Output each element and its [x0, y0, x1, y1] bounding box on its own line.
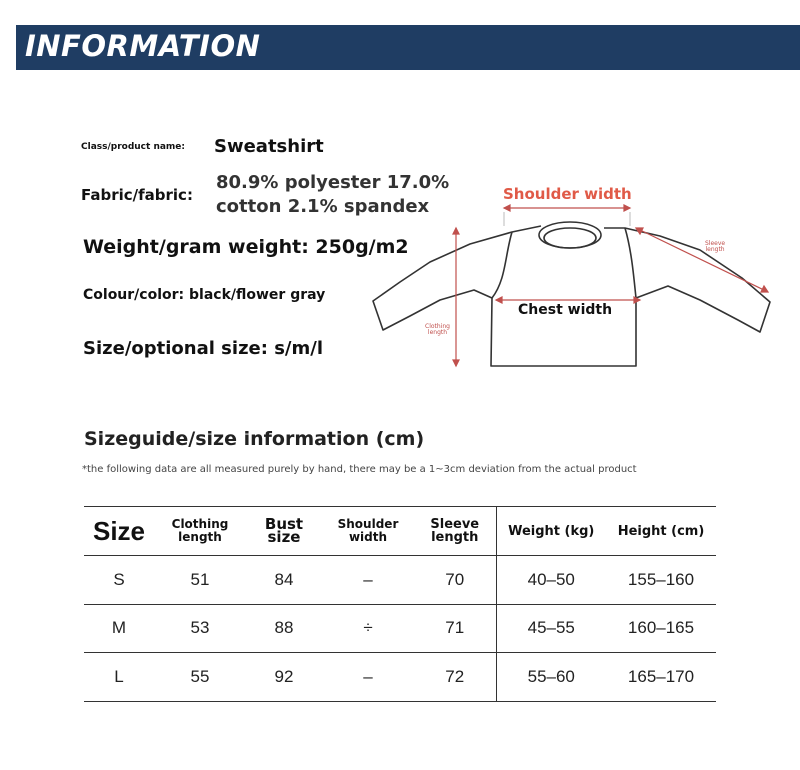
th-clothing-2: length [178, 530, 222, 544]
sleeve-length-label-2: length [705, 246, 725, 253]
fabric-value-line1: 80.9% polyester 17.0% [216, 172, 450, 193]
th-bust-size: Bust size [246, 507, 322, 556]
cell-height: 155–160 [606, 556, 716, 605]
th-shoulder-1: Shoulder [337, 517, 399, 531]
table-row [84, 653, 716, 702]
cell-shoulder: ÷ [322, 604, 414, 653]
cell-bust: 88 [246, 604, 322, 653]
th-size: Size [84, 507, 154, 556]
cell-shoulder: – [322, 556, 414, 605]
sizeguide-note: *the following data are all measured purely by hand, there may be a 1~3cm deviation from the actual product [82, 464, 637, 475]
cell-sleeve: 72 [414, 653, 496, 702]
sleeve-length-label [705, 241, 725, 253]
sleeve-length-label-1: Sleeve [705, 240, 726, 247]
sleeve-length-line [636, 228, 768, 292]
weight-line: Weight/gram weight: 250g/m2 [83, 236, 409, 258]
th-weight: Weight (kg) [496, 507, 606, 556]
size-table [84, 506, 716, 702]
cell-bust: 92 [246, 653, 322, 702]
cell-sleeve: 71 [414, 604, 496, 653]
header-bar [10, 25, 800, 70]
header-accent [10, 25, 16, 70]
th-clothing-1: Clothing [171, 517, 229, 531]
class-label: Class/product name: [81, 142, 186, 152]
th-shoulder-width [322, 507, 414, 556]
page-title: INFORMATION [25, 29, 261, 63]
table-row [84, 604, 716, 653]
sizeguide-title: Sizeguide/size information (cm) [84, 428, 425, 450]
cell-weight: 55–60 [496, 653, 606, 702]
cell-clothing: 53 [154, 604, 246, 653]
cell-sleeve: 70 [414, 556, 496, 605]
cell-bust: 84 [246, 556, 322, 605]
th-sleeve-2: length [431, 530, 479, 545]
table-row [84, 556, 716, 605]
size-line: Size/optional size: s/m/l [83, 338, 324, 359]
cell-size: L [84, 653, 154, 702]
colour-line: Colour/color: black/flower gray [83, 287, 326, 303]
cell-size: S [84, 556, 154, 605]
cell-height: 165–170 [606, 653, 716, 702]
table-header-row [84, 507, 716, 556]
cell-clothing: 51 [154, 556, 246, 605]
clothing-length-label [425, 324, 450, 336]
collar-inner [544, 228, 596, 248]
fabric-label: Fabric/fabric: [81, 186, 193, 204]
cell-weight: 40–50 [496, 556, 606, 605]
th-clothing-length [154, 507, 246, 556]
th-sleeve-length [414, 507, 496, 556]
clothing-length-label-2: length [427, 329, 448, 336]
cell-weight: 45–55 [496, 604, 606, 653]
clothing-length-label-1: Clothing [425, 323, 450, 330]
cell-size: M [84, 604, 154, 653]
shoulder-width-label: Shoulder width [503, 185, 632, 203]
cell-clothing: 55 [154, 653, 246, 702]
th-shoulder-2: width [348, 530, 388, 544]
class-value: Sweatshirt [214, 136, 324, 157]
fabric-value-line2: cotton 2.1% spandex [216, 196, 430, 217]
cell-shoulder: – [322, 653, 414, 702]
th-height: Height (cm) [606, 507, 716, 556]
sweatshirt-diagram [360, 180, 780, 380]
th-sleeve-1: Sleeve [430, 517, 480, 532]
chest-width-label: Chest width [518, 302, 613, 318]
cell-height: 160–165 [606, 604, 716, 653]
